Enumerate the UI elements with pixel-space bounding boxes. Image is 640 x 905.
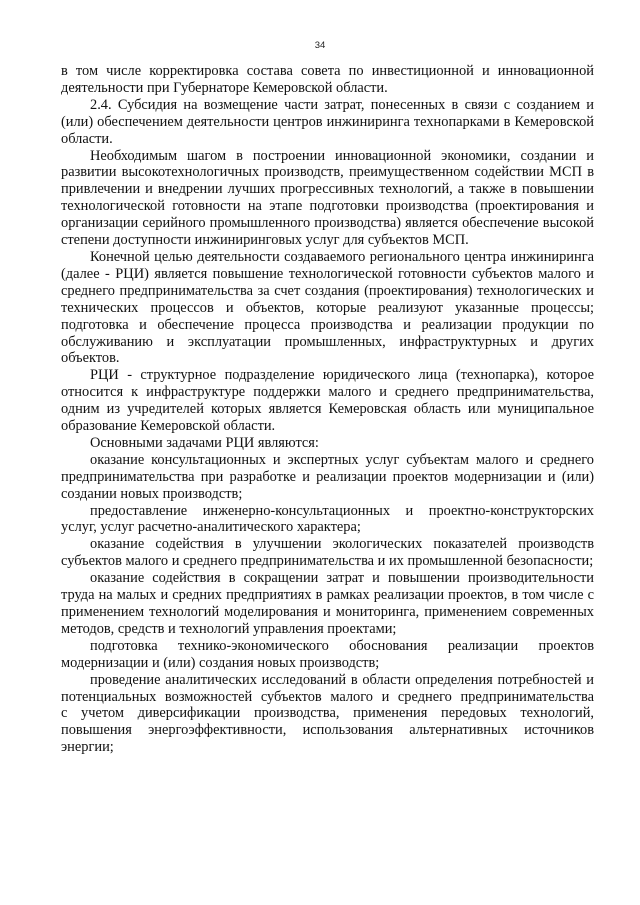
paragraph-rci-definition: РЦИ - структурное подразделение юридического лица (технопарка), которое относится к инфраструктуре поддержки малого и среднего предпринимательства, одним из учредителей которых является Кемеровская область или муниципальное образование Кемеровской области. [61,367,594,435]
list-item-analytical-research: проведение аналитических исследований в области определения потребностей и потенциальных возможностей субъектов малого и среднего предпринимательства [61,671,594,705]
list-item-analytical-research-continuation: с учетом диверсификации производства, применения передовых технологий, повышения энергоэффективности, использования альтернативных источников энергии; [61,705,594,756]
paragraph-final-goal: Конечной целью деятельности создаваемого регионального центра инжиниринга (далее - РЦИ) является повышение технологической готовности субъектов малого и среднего предпринимательства за счет создания (проектирования) технологических и технических процессов и объектов, которые реализуют указанные процессы; подготовка и обеспечение процесса производства и реализации продукции по обслуживанию и эксплуатации промышленных, инфраструктурных и других объектов. [61,248,594,367]
list-item-consulting-services: оказание консультационных и экспертных услуг субъектам малого и среднего предпринимательства при разработке и реализации проектов модернизации и (или) создании новых производств; [61,451,594,502]
list-item-feasibility-study: подготовка технико-экономического обоснования реализации проектов модернизации и (или) создания новых производств; [61,637,594,671]
list-item-cost-reduction: оказание содействия в сокращении затрат и повышении производительности труда на малых и средних предприятиях в рамках реализации проектов, в том числе с применением технологий моделирования и мониторинга, применением современных методов, средств и технологий управления проектами; [61,570,594,637]
list-item-engineering-services: предоставление инженерно-консультационных и проектно-конструкторских услуг, услуг расчетно-аналитического характера; [61,502,594,536]
paragraph-main-tasks-intro: Основными задачами РЦИ являются: [90,434,319,451]
page-number: 34 [314,40,326,51]
paragraph-necessary-step: Необходимым шагом в построении инновационной экономики, создании и развитии высокотехнологичных производств, преимущественном содействии МСП в привлечении и внедрении лучших прогрессивных технологий, а также в повышении технологической готовности на этапе подготовки производства (проектирования и организации серийного промышленного производства) является обеспечение высокой степени доступности инжиниринговых услуг для субъектов МСП. [61,147,594,249]
document-body [61,63,594,756]
paragraph-continuation: в том числе корректировка состава совета по инвестиционной и инновационной деятельности при Губернаторе Кемеровской области. [61,63,594,96]
list-item-ecological-assistance: оказание содействия в улучшении экологических показателей производств субъектов малого и среднего предпринимательства и их промышленной безопасности; [61,536,594,570]
paragraph-section-2-4-heading: 2.4. Субсидия на возмещение части затрат, понесенных в связи с созданием и (или) обеспечением деятельности центров инжиниринга технопарками в Кемеровской области. [61,96,594,147]
